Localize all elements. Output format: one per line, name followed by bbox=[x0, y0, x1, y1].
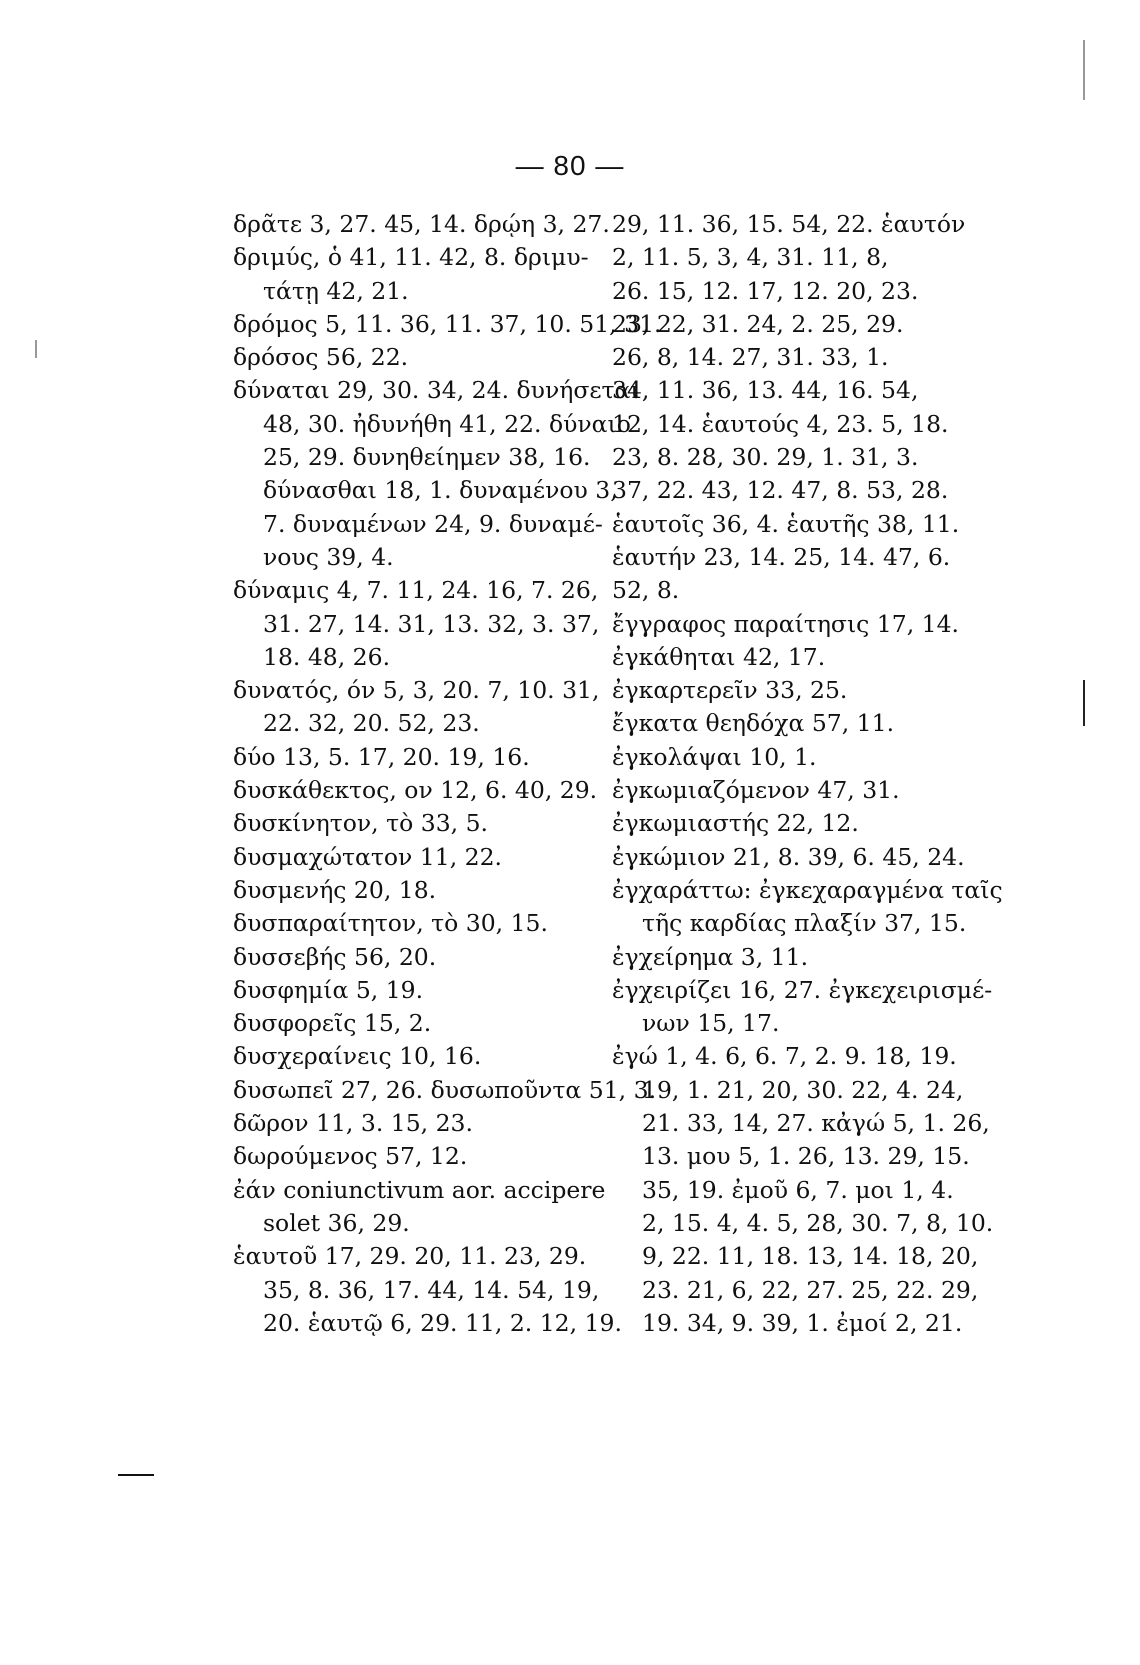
index-entry-line: 37, 22. 43, 12. 47, 8. 53, 28. bbox=[612, 476, 949, 505]
index-entry-line: δριμύς, ὁ 41, 11. 42, 8. δριμυ- bbox=[233, 243, 589, 272]
index-entry-line: 7. δυναμένων 24, 9. δυναμέ- bbox=[263, 509, 603, 538]
index-entry-line: ἐγκώμιον 21, 8. 39, 6. 45, 24. bbox=[612, 842, 965, 871]
index-entry-line: 9, 22. 11, 18. 13, 14. 18, 20, bbox=[642, 1242, 979, 1271]
index-entry-line: δρᾶτε 3, 27. 45, 14. δρῴη 3, 27. bbox=[233, 210, 610, 238]
index-entry-line: δύο 13, 5. 17, 20. 19, 16. bbox=[233, 742, 530, 771]
index-entry-line: δῶρον 11, 3. 15, 23. bbox=[233, 1109, 473, 1138]
index-entry-line: δυσφορεῖς 15, 2. bbox=[233, 1009, 432, 1038]
index-entry-line: δυνατός, όν 5, 3, 20. 7, 10. 31, bbox=[233, 676, 600, 705]
index-entry-line: δυσμαχώτατον 11, 22. bbox=[233, 842, 503, 871]
index-entry-line: 23. 21, 6, 22, 27. 25, 22. 29, bbox=[642, 1275, 979, 1304]
index-entry-line: 2, 11. 5, 3, 4, 31. 11, 8, bbox=[612, 243, 889, 272]
index-entry-line: 19. 34, 9. 39, 1. ἐμοί 2, 21. bbox=[642, 1308, 963, 1337]
index-entry-line: 26, 8, 14. 27, 31. 33, 1. bbox=[612, 343, 889, 372]
index-entry-line: ἑαυτοῦ 17, 29. 20, 11. 23, 29. bbox=[233, 1242, 587, 1271]
index-entry-line: ἐγκολάψαι 10, 1. bbox=[612, 742, 817, 771]
index-entry-line: δύναται 29, 30. 34, 24. δυνήσεται bbox=[233, 376, 640, 405]
index-entry-line: δύναμις 4, 7. 11, 24. 16, 7. 26, bbox=[233, 576, 599, 605]
index-entry-line: δυσσεβής 56, 20. bbox=[233, 942, 437, 971]
index-entry-line: 21. 33, 14, 27. κἀγώ 5, 1. 26, bbox=[642, 1109, 990, 1138]
index-entry-line: ἔγκατα θεηδόχα 57, 11. bbox=[612, 709, 895, 738]
index-entry-line: ἑαυτήν 23, 14. 25, 14. 47, 6. bbox=[612, 542, 951, 571]
index-entry-line: ἐγκωμιαζόμενον 47, 31. bbox=[612, 776, 900, 805]
index-entry-line: ἐγώ 1, 4. 6, 6. 7, 2. 9. 18, 19. bbox=[612, 1042, 957, 1071]
index-entry-line: 19, 1. 21, 20, 30. 22, 4. 24, bbox=[642, 1075, 964, 1104]
index-entry-line: νους 39, 4. bbox=[263, 542, 394, 571]
index-entry-line: ἐγχείρημα 3, 11. bbox=[612, 942, 809, 971]
index-entry-line: 26. 15, 12. 17, 12. 20, 23. bbox=[612, 276, 919, 305]
index-entry-line: δυσμενής 20, 18. bbox=[233, 875, 437, 904]
index-entry-line: δρόσος 56, 22. bbox=[233, 343, 409, 372]
index-entry-line: ἐγχαράττω: ἐγκεχαραγμένα ταῖς bbox=[612, 875, 1003, 904]
index-entry-line: ἑαυτοῖς 36, 4. ἑαυτῆς 38, 11. bbox=[612, 509, 960, 538]
index-entry-line: 22. 32, 20. 52, 23. bbox=[263, 709, 480, 738]
index-column-right bbox=[612, 208, 1003, 1340]
index-entry-line: solet 36, 29. bbox=[263, 1208, 410, 1237]
index-entry-line: 20. ἑαυτῷ 6, 29. 11, 2. 12, 19. bbox=[263, 1308, 622, 1337]
page-number: — 80 — bbox=[515, 150, 625, 181]
index-entry-line: 35, 8. 36, 17. 44, 14. 54, 19, bbox=[263, 1275, 600, 1304]
index-entry-line: δυσπαραίτητον, τὸ 30, 15. bbox=[233, 909, 548, 938]
index-entry-line: 31. 27, 14. 31, 13. 32, 3. 37, bbox=[263, 609, 600, 638]
index-entry-line: 23, 8. 28, 30. 29, 1. 31, 3. bbox=[612, 443, 919, 472]
index-entry-line: 12, 14. ἑαυτούς 4, 23. 5, 18. bbox=[612, 409, 949, 438]
index-entry-line: δυσφημία 5, 19. bbox=[233, 975, 424, 1004]
index-entry-line: τῆς καρδίας πλαξίν 37, 15. bbox=[642, 909, 967, 938]
footer-rule bbox=[118, 1474, 154, 1476]
index-entry-line: δρόμος 5, 11. 36, 11. 37, 10. 51, 31. bbox=[233, 309, 662, 338]
index-entry-line: 29, 11. 36, 15. 54, 22. ἑαυτόν bbox=[612, 210, 966, 238]
index-entry-line: δυσκίνητον, τὸ 33, 5. bbox=[233, 809, 489, 838]
index-entry-line: ἐάν coniunctivum aor. accipere bbox=[233, 1175, 606, 1204]
index-entry-line: 52, 8. bbox=[612, 576, 680, 605]
index-entry-line: 2, 15. 4, 4. 5, 28, 30. 7, 8, 10. bbox=[642, 1208, 994, 1237]
index-entry-line: ἐγχειρίζει 16, 27. ἐγκεχειρισμέ- bbox=[612, 975, 993, 1004]
scan-artifact bbox=[1083, 680, 1085, 726]
index-entry-line: 23, 22, 31. 24, 2. 25, 29. bbox=[612, 309, 904, 338]
scan-artifact bbox=[1083, 40, 1085, 100]
index-entry-line: 25, 29. δυνηθείημεν 38, 16. bbox=[263, 443, 591, 472]
index-entry-line: ἐγκωμιαστής 22, 12. bbox=[612, 809, 859, 838]
index-entry-line: ἔγγραφος παραίτησις 17, 14. bbox=[612, 609, 960, 638]
index-entry-line: δύνασθαι 18, 1. δυναμένου 3, bbox=[263, 476, 618, 505]
index-entry-line: τάτῃ 42, 21. bbox=[263, 276, 409, 305]
index-entry-line: ἐγκαρτερεῖν 33, 25. bbox=[612, 676, 848, 705]
index-entry-line: νων 15, 17. bbox=[642, 1009, 780, 1038]
index-entry-line: 34, 11. 36, 13. 44, 16. 54, bbox=[612, 376, 919, 405]
index-entry-line: δυσχεραίνεις 10, 16. bbox=[233, 1042, 482, 1071]
index-entry-line: 18. 48, 26. bbox=[263, 642, 391, 671]
index-entry-line: 48, 30. ἠδυνήθη 41, 22. δύναιο bbox=[263, 409, 631, 438]
scan-artifact bbox=[35, 340, 37, 358]
index-entry-line: 35, 19. ἐμοῦ 6, 7. μοι 1, 4. bbox=[642, 1175, 954, 1204]
index-entry-line: 13. μου 5, 1. 26, 13. 29, 15. bbox=[642, 1142, 970, 1171]
index-entry-line: δυσωπεῖ 27, 26. δυσωποῦντα 51, 3. bbox=[233, 1075, 657, 1104]
index-entry-line: δυσκάθεκτος, ον 12, 6. 40, 29. bbox=[233, 776, 598, 805]
index-entry-line: δωρούμενος 57, 12. bbox=[233, 1142, 468, 1171]
index-entry-line: ἐγκάθηται 42, 17. bbox=[612, 642, 826, 671]
